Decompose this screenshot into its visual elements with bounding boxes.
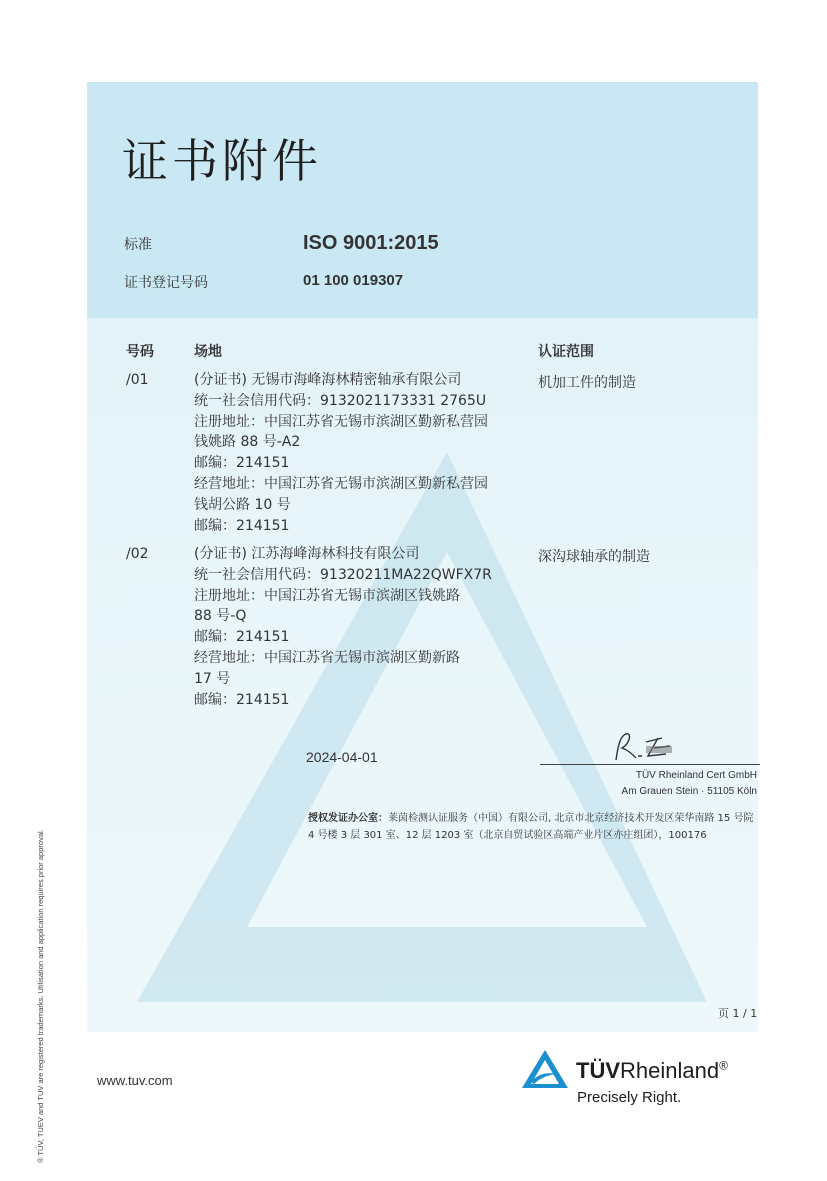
column-header-number: 号码 [126,344,154,360]
site-line: 17 号 [194,670,231,687]
site-line: 钱姚路 88 号-A2 [194,434,301,451]
issuer-name: TÜV Rheinland Cert GmbH [635,770,757,781]
registration-value: 01 100 019307 [303,272,404,289]
brand-bold: TÜV [576,1058,620,1083]
site-scope: 机加工件的制造 [538,375,636,391]
site-line: 88 号-Q [194,608,247,625]
brand-logo-text [576,1058,728,1084]
site-line: (分证书) 江苏海峰海林科技有限公司 [194,546,420,562]
site-line: 注册地址：中国江苏省无锡市滨湖区勤新私营园 [194,413,488,430]
standard-value: ISO 9001:2015 [303,232,439,254]
site-line: 统一社会信用代码：9132021173331 2765U [194,392,487,409]
signature [608,728,678,764]
issuing-office [308,810,760,844]
site-line: 邮编：214151 [194,629,290,646]
site-line: 统一社会信用代码：91320211MA22QWFX7R [194,566,492,583]
column-header-site: 场地 [194,344,222,360]
standard-label: 标准 [124,237,152,253]
trademark-side-note: ® TÜV, TUEV and TUV are registered trademarks. Utilisation and application requires prior approval. [36,829,45,1163]
site-line: 经营地址：中国江苏省无锡市滨湖区勤新私营园 [194,475,488,492]
site-line: 邮编：214151 [194,691,290,708]
site-details [194,370,534,536]
registration-label: 证书登记号码 [124,275,208,291]
signature-line [540,764,760,765]
site-details [194,544,534,710]
column-header-scope: 认证范围 [538,344,594,360]
issue-date: 2024-04-01 [306,749,378,765]
page-number: 页 1 / 1 [718,1007,758,1020]
issuer-address: Am Grauen Stein · 51105 Köln [621,786,757,797]
brand-rest: Rheinland [620,1058,720,1083]
site-line: 注册地址：中国江苏省无锡市滨湖区钱姚路 [194,587,460,604]
office-text: 莱茵检测认证服务（中国）有限公司, 北京市北京经济技术开发区荣华南路 15 号院 4 号楼 3 层 301 室、12 层 1203 室（北京自贸试验区高端产业片区亦庄组团），100176 [308,813,754,841]
page-title: 证书附件 [122,134,322,188]
website-link[interactable]: www.tuv.com [97,1073,173,1088]
site-line: 邮编：214151 [194,517,290,534]
tuv-triangle-logo-icon [520,1048,570,1090]
registered-mark: ® [719,1058,728,1073]
site-number: /02 [126,546,149,562]
site-line: 经营地址：中国江苏省无锡市滨湖区勤新路 [194,649,460,666]
site-scope: 深沟球轴承的制造 [538,549,650,565]
site-line: 钱胡公路 10 号 [194,496,291,513]
site-line: (分证书) 无锡市海峰海林精密轴承有限公司 [194,372,462,388]
site-number: /01 [126,372,149,388]
brand-slogan: Precisely Right. [577,1089,682,1106]
office-label: 授权发证办公室： [308,813,388,824]
site-line: 邮编：214151 [194,455,290,472]
